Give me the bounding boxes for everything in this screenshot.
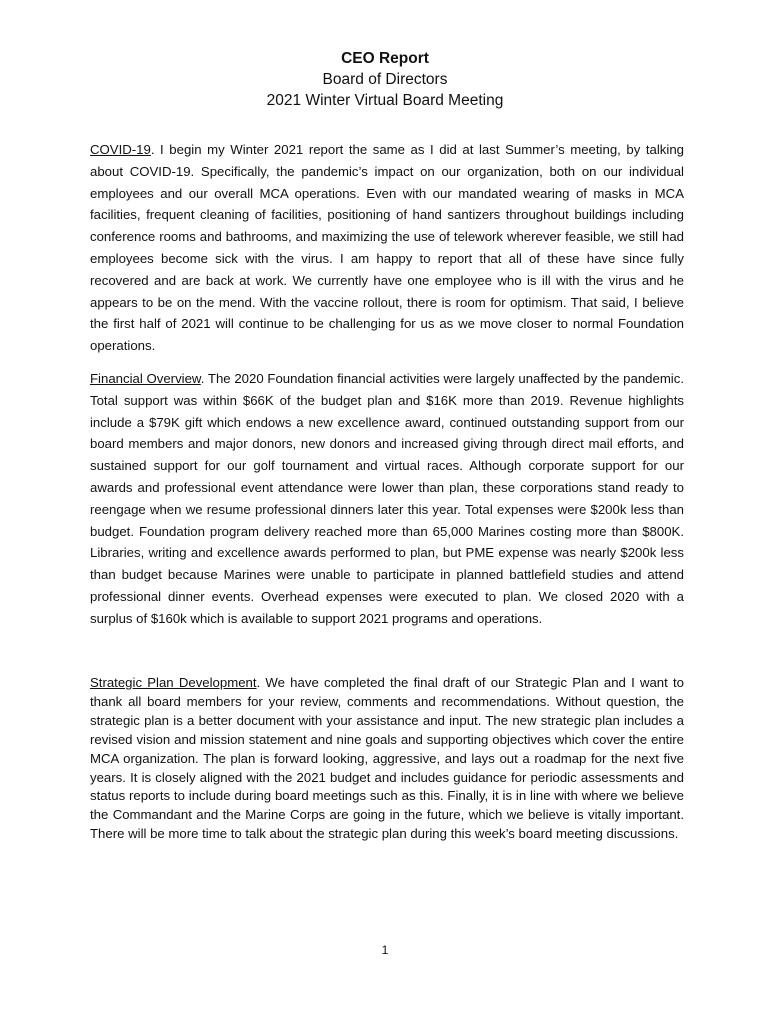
strategic-plan-heading: Strategic Plan Development: [90, 675, 257, 690]
report-header: [0, 48, 770, 111]
report-subtitle: Board of Directors: [322, 71, 448, 88]
report-title: CEO Report: [341, 50, 429, 67]
page-number: 1: [381, 943, 389, 957]
covid-body: . I begin my Winter 2021 report the same as I did at last Summer’s meeting, by talking about COVID-19. Specifically, the pandemic’s impact on our organization, both on our individual employees and our overall MCA operations. Even with our mandated wearing of masks in MCA facilities, frequent cleaning of facilities, positioning of hand santizers throughout buildings including conference rooms and bathrooms, and maximizing the use of telework wherever feasible, we still had employees become sick with the virus. I am happy to report that all of these have since fully recovered and are back at work. We currently have one employee who is ill with the virus and he appears to be on the mend. With the vaccine rollout, there is room for optimism. That said, I believe the first half of 2021 will continue to be challenging for us as we move closer to normal Foundation operations.: [90, 142, 684, 354]
covid-heading: COVID-19: [90, 142, 151, 157]
financial-heading: Financial Overview: [90, 371, 201, 386]
strategic-plan-paragraph: [90, 674, 684, 844]
covid-paragraph: [90, 139, 684, 357]
financial-paragraph: [90, 368, 684, 630]
meeting-title: 2021 Winter Virtual Board Meeting: [266, 92, 504, 109]
strategic-plan-body: . We have completed the final draft of our Strategic Plan and I want to thank all board members for your review, comments and recommendations. Without question, the strategic plan is a better document with your assistance and input. The new strategic plan includes a revised vision and mission statement and nine goals and supporting objectives which cover the entire MCA organization. The plan is forward looking, aggressive, and lays out a roadmap for the next five years. It is closely aligned with the 2021 budget and includes guidance for periodic assessments and status reports to include during board meetings such as this. Finally, it is in line with where we believe the Commandant and the Marine Corps are going in the future, which we believe is vitally important. There will be more time to talk about the strategic plan during this week’s board meeting discussions.: [90, 675, 685, 842]
financial-body: . The 2020 Foundation financial activities were largely unaffected by the pandemic. Total support was within $66K of the budget plan and $16K more than 2019. Revenue highlights include a $79K gift which endows a new excellence award, continued outstanding support from our board members and major donors, new donors and increased giving through direct mail efforts, and sustained support for our golf tournament and virtual races. Although corporate support for our awards and professional event attendance were lower than plan, these corporations stand ready to reengage when we resume professional dinners later this year. Total expenses were $200k less than budget. Foundation program delivery reached more than 65,000 Marines costing more than $800K. Libraries, writing and excellence awards performed to plan, but PME expense was nearly $200k less than budget because Marines were unable to participate in planned battlefield studies and attend professional dinner events. Overhead expenses were executed to plan. We closed 2020 with a surplus of $160k which is available to support 2021 programs and operations.: [90, 371, 684, 626]
